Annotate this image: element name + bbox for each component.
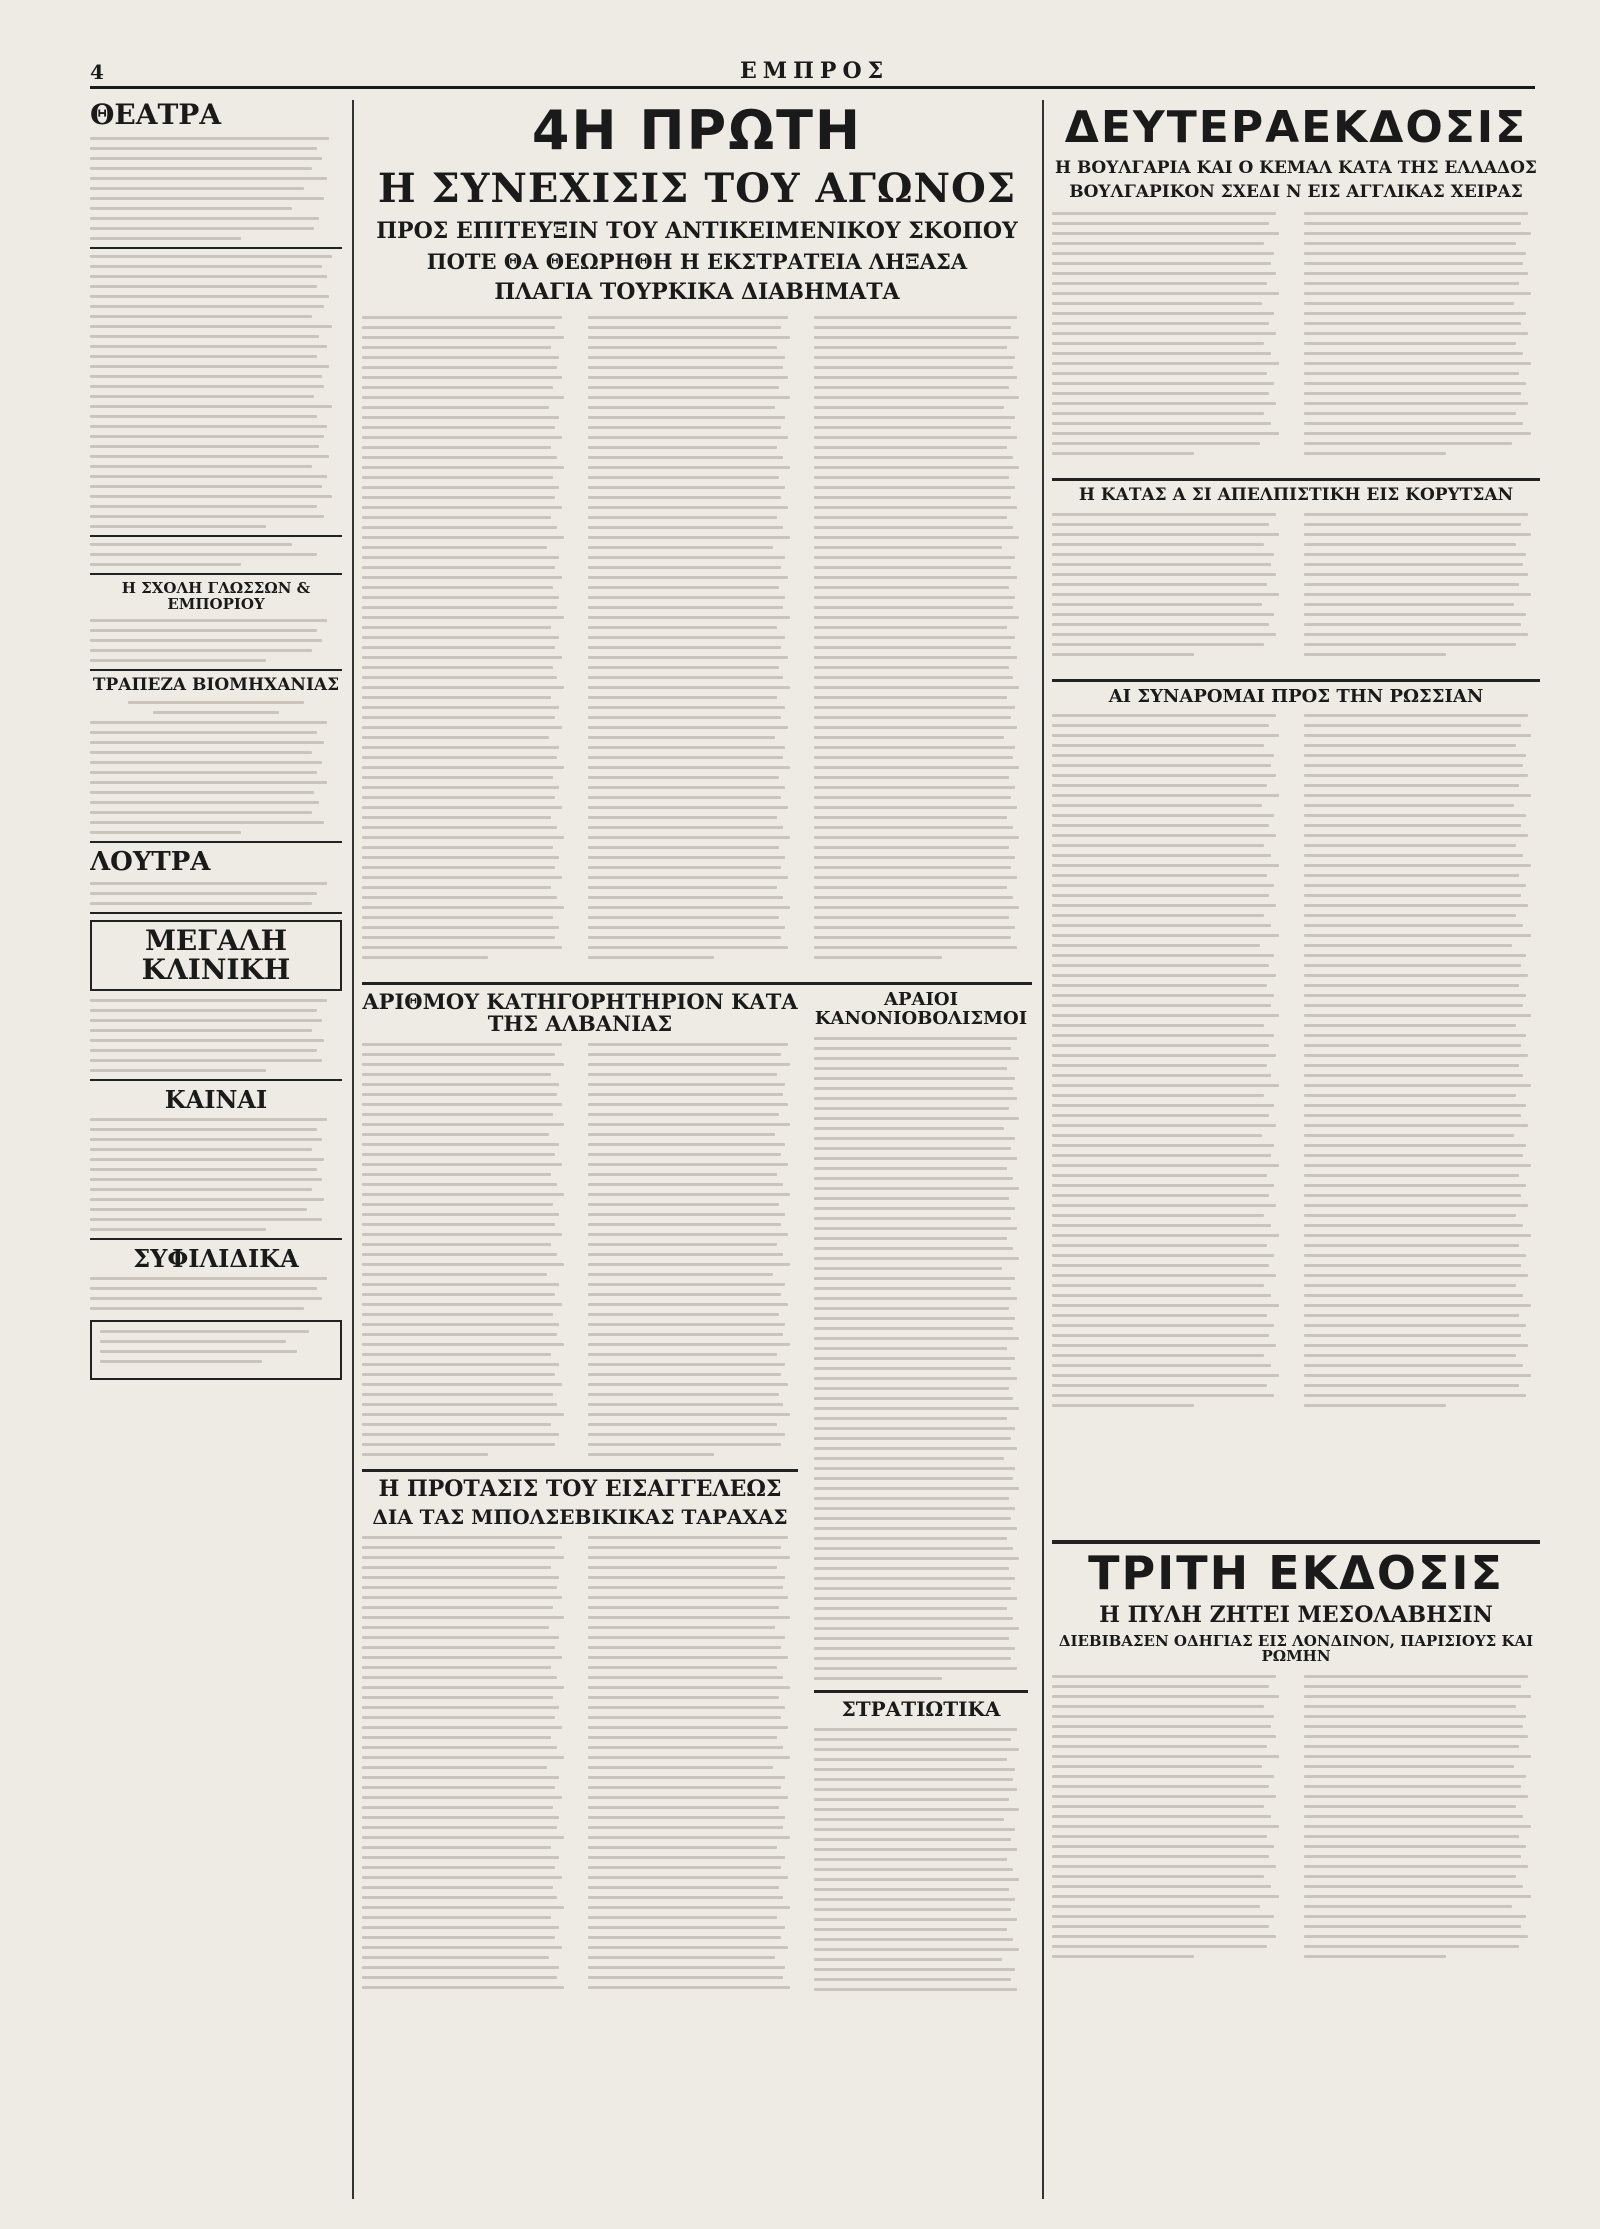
page-number: 4 [90, 60, 104, 84]
theatres-header: ΘΕΑΤΡΑ [90, 100, 222, 131]
column-rule [1042, 100, 1044, 2199]
column-rule [352, 100, 354, 2199]
military-story-headline: ΣΤΡΑΤΙΩΤΙΚΑ [841, 1697, 1001, 1722]
albania-story-headline: ΑΡΙΘΜΟΥ ΚΑΤΗΓΟΡΗΤΗΡΙΟΝ ΚΑΤΑ ΤΗΣ ΑΛΒΑΝΙΑΣ [362, 991, 798, 1037]
second-edition-subhead: ΒΟΥΛΓΑΡΙΚΟΝ ΣΧΕΔΙ Ν ΕΙΣ ΑΓΓΛΙΚΑΣ ΧΕΙΡΑΣ [1069, 181, 1523, 202]
second-edition-headline: Η ΒΟΥΛΓΑΡΙΑ ΚΑΙ Ο ΚΕΜΑΛ ΚΑΤΑ ΤΗΣ ΕΛΛΑΔΟΣ [1055, 158, 1537, 178]
wines-header: ΚΑΙΝΑΙ [164, 1084, 268, 1114]
third-edition-subhead: ΔΙΕΒΙΒΑΣΕΝ ΟΔΗΓΙΑΣ ΕΙΣ ΛΟΝΔΙΝΟΝ, ΠΑΡΙΣΙΟΥΣ ΚΑΙ ΡΩΜΗΝ [1058, 1631, 1534, 1666]
second-edition-story3: ΑΙ ΣΥΝΑΡΟΜΑΙ ΠΡΟΣ ΤΗΝ ΡΩΣΣΙΑΝ [1108, 685, 1484, 707]
prosecutor-story-subhead: ΔΙΑ ΤΑΣ ΜΠΟΛΣΕΒΙΚΙΚΑΣ ΤΑΡΑΧΑΣ [372, 1505, 788, 1530]
cannon-story [814, 991, 1028, 1991]
baths-header: ΛΟΥΤΡΑ [90, 846, 211, 877]
third-edition-headline: Η ΠΥΛΗ ΖΗΤΕΙ ΜΕΣΟΛΑΒΗΣΙΝ [1099, 1602, 1493, 1629]
masthead [90, 58, 1535, 89]
school-header: Η ΣΧΟΛΗ ΓΛΩΣΣΩΝ & ΕΜΠΟΡΙΟΥ [121, 579, 311, 614]
syphilis-header: ΣΥΦΙΛΙΔΙΚΑ [133, 1244, 299, 1273]
fourth-edition-subhead3: ΠΛΑΓΙΑ ΤΟΥΡΚΙΚΑ ΔΙΑΒΗΜΑΤΑ [494, 279, 900, 306]
fourth-edition-subhead: ΠΡΟΣ ΕΠΙΤΕΥΞΙΝ ΤΟΥ ΑΝΤΙΚΕΙΜΕΝΙΚΟΥ ΣΚΟΠΟΥ [376, 218, 1018, 244]
fourth-edition-headline: Η ΣΥΝΕΧΙΣΙΣ ΤΟΥ ΑΓΩΝΟΣ [377, 165, 1017, 212]
fourth-edition-subhead2: ΠΟΤΕ ΘΑ ΘΕΩΡΗΘΗ Η ΕΚΣΤΡΑΤΕΙΑ ΛΗΞΑΣΑ [426, 249, 968, 275]
clinic-header: ΜΕΓΑΛΗ ΚΛΙΝΙΚΗ [90, 920, 342, 991]
later-editions-section [1052, 100, 1540, 2209]
classifieds-column [90, 100, 342, 2209]
bank-header: ΤΡΑΠΕΖΑ ΒΙΟΜΗΧΑΝΙΑΣ [92, 674, 340, 695]
second-edition-story2: Η ΚΑΤΑΣ Α ΣΙ ΑΠΕΛΠΙΣΤΙΚΗ ΕΙΣ ΚΟΡΥΤΣΑΝ [1078, 484, 1514, 505]
albania-story [362, 991, 798, 1991]
ophthalmology-ad [90, 1320, 342, 1380]
second-edition-title: ΔΕΥΤΕΡΑΕΚΔΟΣΙΣ [1064, 102, 1528, 153]
fourth-edition-body [362, 316, 1032, 976]
fourth-edition-section [362, 100, 1032, 2209]
third-edition-title: ΤΡΙΤΗ ΕΚΔΟΣΙΣ [1088, 1546, 1504, 1601]
newspaper-name: ΕΜΠΡΟΣ [740, 58, 890, 84]
fourth-edition-title: 4Η ΠΡΩΤΗ [531, 100, 863, 162]
prosecutor-story-headline: Η ΠΡΟΤΑΣΙΣ ΤΟΥ ΕΙΣΑΓΓΕΛΕΩΣ [378, 1476, 782, 1503]
cannon-story-headline: ΑΡΑΙΟΙ ΚΑΝΟΝΙΟΒΟΛΙΣΜΟΙ [814, 991, 1028, 1030]
